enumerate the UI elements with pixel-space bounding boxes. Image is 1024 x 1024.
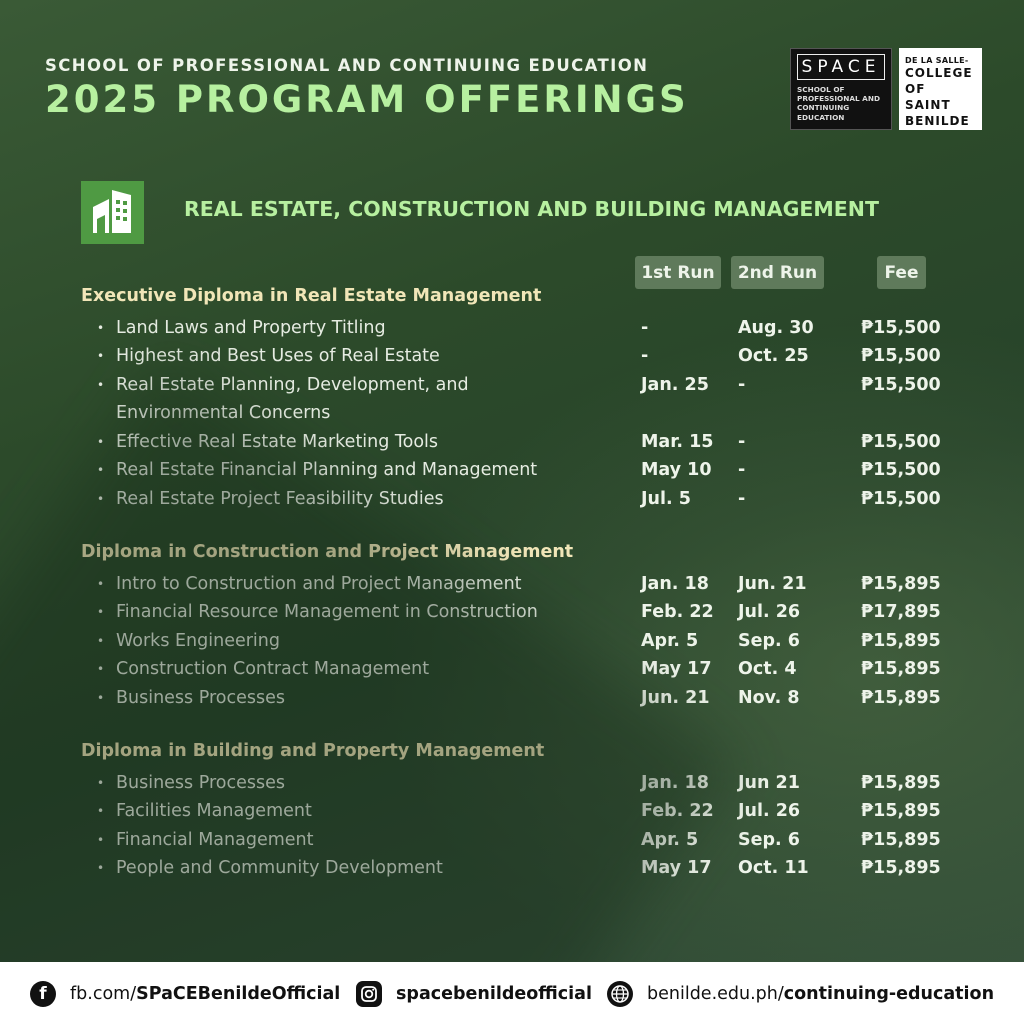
course-fee: ₱15,895 bbox=[861, 829, 941, 850]
course-name: Financial Resource Management in Construction bbox=[116, 602, 538, 622]
bullet-icon: • bbox=[97, 377, 105, 392]
course-second-run: Jun. 21 bbox=[738, 573, 807, 594]
website-prefix: benilde.edu.ph/ bbox=[647, 984, 784, 1004]
instagram-icon bbox=[356, 981, 382, 1007]
course-row bbox=[97, 627, 617, 656]
course-name: Effective Real Estate Marketing Tools bbox=[116, 431, 439, 452]
course-row bbox=[97, 769, 617, 798]
course-name: Business Processes bbox=[116, 772, 286, 793]
course-second-run: Aug. 30 bbox=[738, 317, 814, 338]
course-fee: ₱15,500 bbox=[861, 431, 941, 452]
course-row bbox=[97, 655, 617, 684]
course-second-run: - bbox=[738, 431, 746, 452]
benilde-logo-line: COLLEGE bbox=[905, 66, 973, 80]
course-first-run: Mar. 15 bbox=[641, 431, 714, 452]
bullet-icon: • bbox=[97, 434, 105, 449]
course-row bbox=[97, 371, 617, 428]
course-second-run: Jul. 26 bbox=[738, 602, 801, 622]
course-first-run: May 10 bbox=[641, 460, 712, 480]
course-fee: ₱15,500 bbox=[861, 488, 941, 509]
bullet-icon: • bbox=[97, 463, 105, 477]
bullet-icon: • bbox=[97, 633, 105, 648]
course-name-continued: Environmental Concerns bbox=[116, 403, 331, 423]
course-second-run: Jun 21 bbox=[738, 772, 800, 793]
course-row bbox=[97, 826, 617, 855]
course-name: Intro to Construction and Project Management bbox=[116, 573, 522, 594]
bullet-icon: • bbox=[97, 576, 105, 591]
course-second-run: Oct. 4 bbox=[738, 659, 797, 679]
course-fee: ₱17,895 bbox=[861, 602, 941, 622]
space-tagline-line: PROFESSIONAL AND bbox=[797, 94, 880, 104]
facebook-icon: f bbox=[30, 981, 56, 1007]
course-name: Real Estate Planning, Development, and bbox=[116, 374, 469, 395]
course-first-run: Feb. 22 bbox=[641, 801, 714, 821]
column-header-2nd-run: 2nd Run bbox=[731, 256, 824, 289]
section-title: Diploma in Building and Property Management bbox=[81, 741, 545, 761]
page-title: 2025 PROGRAM OFFERINGS bbox=[45, 78, 689, 121]
course-second-run: - bbox=[738, 460, 746, 480]
course-name: Facilities Management bbox=[116, 801, 312, 821]
bullet-icon: • bbox=[97, 804, 105, 818]
school-name: SCHOOL OF PROFESSIONAL AND CONTINUING EDUCATION bbox=[45, 56, 649, 75]
course-name: Highest and Best Uses of Real Estate bbox=[116, 346, 440, 366]
course-fee: ₱15,895 bbox=[861, 858, 941, 878]
space-logo-mark: SPACE bbox=[797, 54, 885, 80]
footer bbox=[0, 962, 1024, 1024]
course-row bbox=[97, 570, 617, 599]
course-first-run: - bbox=[641, 346, 649, 366]
website-path: continuing-education bbox=[783, 984, 995, 1004]
space-tagline-line: EDUCATION bbox=[797, 112, 845, 122]
category-title: REAL ESTATE, CONSTRUCTION AND BUILDING MANAGEMENT bbox=[184, 197, 879, 221]
course-name: Works Engineering bbox=[116, 630, 280, 651]
course-second-run: - bbox=[738, 488, 746, 509]
course-second-run: - bbox=[738, 374, 746, 395]
course-fee: ₱15,895 bbox=[861, 687, 941, 708]
course-name: Financial Management bbox=[116, 829, 314, 850]
course-row bbox=[97, 797, 617, 826]
course-second-run: Jul. 26 bbox=[738, 801, 801, 821]
benilde-logo-line: DE LA SALLE- bbox=[905, 56, 969, 65]
bullet-icon: • bbox=[97, 832, 105, 847]
course-row bbox=[97, 342, 617, 371]
course-second-run: Sep. 6 bbox=[738, 630, 800, 651]
course-row bbox=[97, 684, 617, 713]
facebook-link[interactable] bbox=[30, 981, 340, 1007]
course-fee: ₱15,895 bbox=[861, 659, 941, 679]
bullet-icon: • bbox=[97, 662, 105, 676]
facebook-prefix: fb.com/ bbox=[70, 984, 137, 1004]
course-fee: ₱15,500 bbox=[861, 460, 941, 480]
bullet-icon: • bbox=[97, 320, 105, 335]
course-fee: ₱15,895 bbox=[861, 573, 941, 594]
course-first-run: Jul. 5 bbox=[641, 488, 691, 509]
instagram-handle: spacebenildeofficial bbox=[396, 984, 592, 1004]
bullet-icon: • bbox=[97, 491, 105, 506]
course-first-run: Feb. 22 bbox=[641, 602, 714, 622]
facebook-handle: SPaCEBenildeOfficial bbox=[136, 984, 341, 1004]
course-first-run: Apr. 5 bbox=[641, 630, 699, 651]
course-row bbox=[97, 456, 617, 485]
section-title: Diploma in Construction and Project Management bbox=[81, 542, 574, 562]
course-row bbox=[97, 314, 617, 343]
course-second-run: Oct. 11 bbox=[738, 858, 809, 878]
course-fee: ₱15,500 bbox=[861, 374, 941, 395]
course-row bbox=[97, 485, 617, 514]
course-name: Real Estate Project Feasibility Studies bbox=[116, 488, 444, 509]
course-first-run: Jan. 25 bbox=[641, 374, 709, 395]
course-name: Land Laws and Property Titling bbox=[116, 317, 386, 338]
course-second-run: Oct. 25 bbox=[738, 346, 809, 366]
bullet-icon: • bbox=[97, 861, 105, 875]
space-tagline-line: SCHOOL OF bbox=[797, 85, 845, 94]
course-first-run: Jun. 21 bbox=[641, 687, 710, 708]
course-row bbox=[97, 598, 617, 627]
course-fee: ₱15,895 bbox=[861, 801, 941, 821]
benilde-logo-line: OF SAINT bbox=[905, 82, 951, 112]
course-second-run: Nov. 8 bbox=[738, 687, 800, 708]
course-first-run: Jan. 18 bbox=[641, 772, 709, 793]
website-link[interactable] bbox=[607, 981, 994, 1007]
column-header-1st-run: 1st Run bbox=[635, 256, 721, 289]
instagram-link[interactable] bbox=[356, 981, 592, 1007]
course-first-run: Apr. 5 bbox=[641, 829, 699, 850]
bullet-icon: • bbox=[97, 690, 105, 705]
bullet-icon: • bbox=[97, 775, 105, 790]
course-row bbox=[97, 428, 617, 457]
course-fee: ₱15,895 bbox=[861, 630, 941, 651]
course-first-run: May 17 bbox=[641, 659, 712, 679]
space-tagline-line: CONTINUING bbox=[797, 103, 850, 113]
section-title: Executive Diploma in Real Estate Management bbox=[81, 286, 542, 306]
course-fee: ₱15,895 bbox=[861, 772, 941, 793]
benilde-logo-line: BENILDE bbox=[905, 114, 970, 128]
course-second-run: Sep. 6 bbox=[738, 829, 800, 850]
course-name: Business Processes bbox=[116, 687, 286, 708]
course-name: People and Community Development bbox=[116, 858, 443, 878]
course-name: Real Estate Financial Planning and Management bbox=[116, 460, 538, 480]
course-first-run: - bbox=[641, 317, 649, 338]
course-row bbox=[97, 854, 617, 883]
bullet-icon: • bbox=[97, 349, 105, 363]
course-first-run: Jan. 18 bbox=[641, 573, 709, 594]
bullet-icon: • bbox=[97, 605, 105, 619]
column-header-fee: Fee bbox=[877, 256, 926, 289]
course-first-run: May 17 bbox=[641, 858, 712, 878]
globe-icon bbox=[607, 981, 633, 1007]
course-name: Construction Contract Management bbox=[116, 659, 430, 679]
course-fee: ₱15,500 bbox=[861, 346, 941, 366]
course-fee: ₱15,500 bbox=[861, 317, 941, 338]
